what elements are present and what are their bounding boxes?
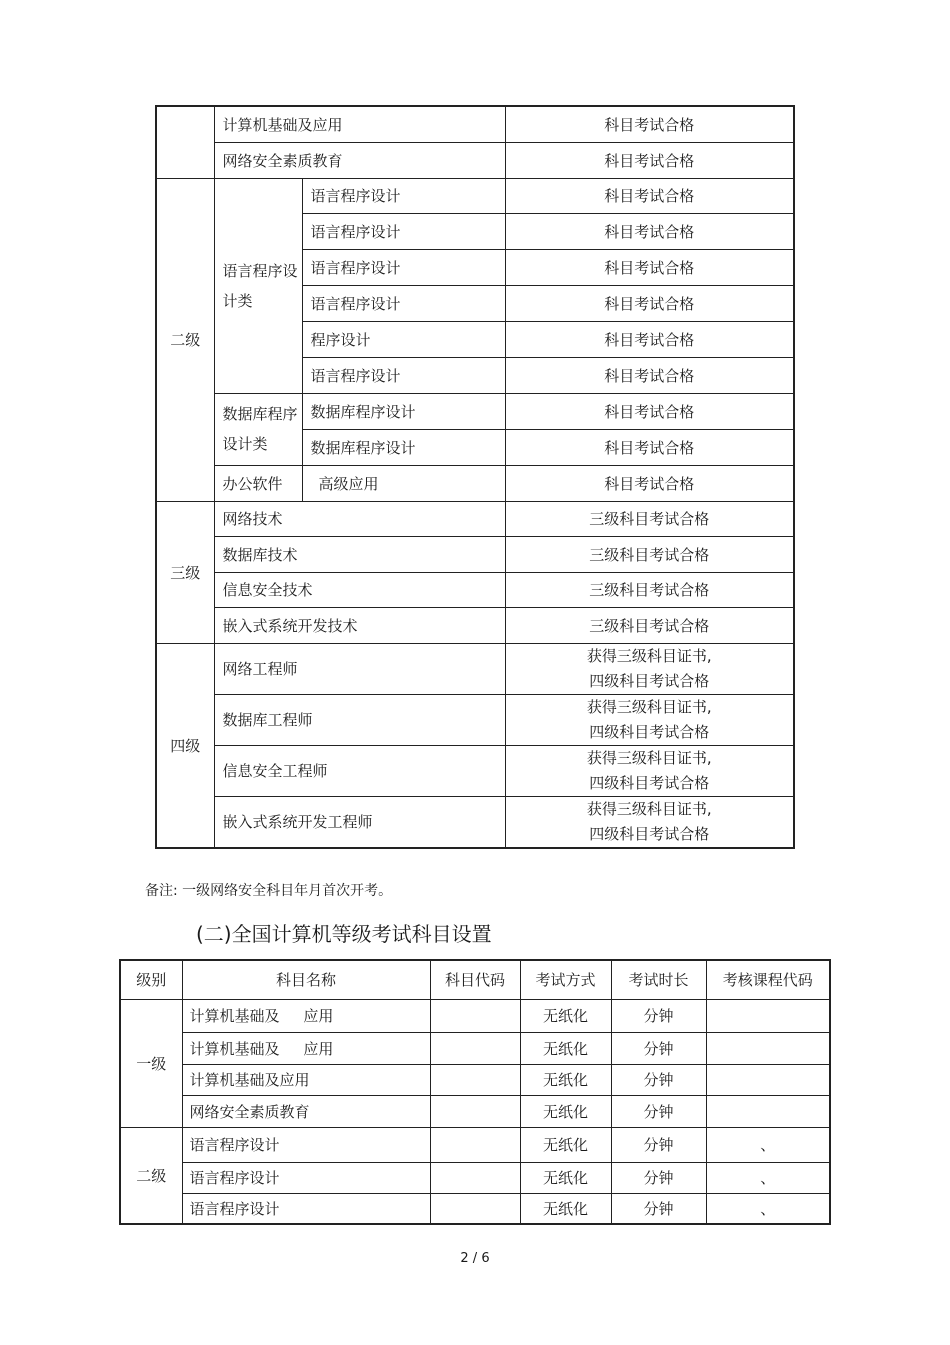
subject-cell: 语言程序设计 — [302, 357, 505, 393]
requirement-line: 获得三级科目证书, — [586, 646, 712, 665]
level-requirements-table — [155, 105, 795, 849]
level-cell: 三级 — [156, 501, 214, 643]
exam-duration-cell: 分钟 — [611, 1032, 706, 1064]
subject-code-cell — [430, 1064, 520, 1095]
requirement-line: 四级科目考试合格 — [589, 824, 710, 843]
category-cell: 办公软件 — [214, 465, 302, 501]
course-code-cell: 、 — [706, 1127, 830, 1162]
requirement-line: 四级科目考试合格 — [589, 671, 710, 690]
exam-duration-cell: 分钟 — [611, 1095, 706, 1127]
requirement-line: 获得三级科目证书, — [586, 697, 712, 716]
exam-duration-cell: 分钟 — [611, 1064, 706, 1095]
subject-name-cell: 计算机基础及 应用 — [182, 999, 430, 1032]
requirement-cell: 科目考试合格 — [505, 285, 794, 321]
subject-code-cell — [430, 1162, 520, 1193]
requirement-cell: 科目考试合格 — [505, 142, 794, 178]
requirement-cell: 三级科目考试合格 — [505, 501, 794, 536]
exam-method-cell: 无纸化 — [520, 1193, 611, 1224]
subject-cell: 数据库技术 — [214, 536, 505, 572]
exam-method-cell: 无纸化 — [520, 1064, 611, 1095]
subject-cell: 数据库程序设计 — [302, 429, 505, 465]
exam-method-cell: 无纸化 — [520, 999, 611, 1032]
requirement-cell: 科目考试合格 — [505, 178, 794, 213]
requirement-cell: 科目考试合格 — [505, 357, 794, 393]
subject-cell: 网络技术 — [214, 501, 505, 536]
exam-subjects-table — [119, 959, 831, 1225]
subject-code-cell — [430, 1193, 520, 1224]
requirement-cell: 科目考试合格 — [505, 429, 794, 465]
requirement-cell — [505, 643, 794, 694]
subject-cell: 数据库工程师 — [214, 694, 505, 745]
subject-cell: 计算机基础及应用 — [214, 106, 505, 142]
requirement-cell — [505, 745, 794, 796]
course-code-cell: 、 — [706, 1162, 830, 1193]
subject-name-cell: 计算机基础及 应用 — [182, 1032, 430, 1064]
requirement-cell: 科目考试合格 — [505, 393, 794, 429]
exam-duration-cell: 分钟 — [611, 999, 706, 1032]
category-cell: 数据库程序设计类 — [214, 393, 302, 465]
subject-name-cell: 语言程序设计 — [182, 1162, 430, 1193]
column-header: 考试时长 — [611, 960, 706, 999]
subject-code-cell — [430, 1095, 520, 1127]
requirement-cell: 科目考试合格 — [505, 213, 794, 249]
subject-cell: 嵌入式系统开发工程师 — [214, 796, 505, 848]
requirement-line: 获得三级科目证书, — [586, 748, 712, 767]
subject-name-cell: 语言程序设计 — [182, 1193, 430, 1224]
level-cell: 四级 — [156, 643, 214, 848]
subject-name-cell: 语言程序设计 — [182, 1127, 430, 1162]
exam-duration-cell: 分钟 — [611, 1127, 706, 1162]
subject-cell: 语言程序设计 — [302, 249, 505, 285]
requirement-cell: 科目考试合格 — [505, 106, 794, 142]
exam-method-cell: 无纸化 — [520, 1127, 611, 1162]
column-header: 级别 — [120, 960, 182, 999]
subject-cell: 网络安全素质教育 — [214, 142, 505, 178]
requirement-cell: 三级科目考试合格 — [505, 572, 794, 607]
requirement-line: 获得三级科目证书, — [586, 799, 712, 818]
subject-cell: 网络工程师 — [214, 643, 505, 694]
level-cell-empty — [156, 106, 214, 178]
exam-method-cell: 无纸化 — [520, 1095, 611, 1127]
subject-code-cell — [430, 999, 520, 1032]
subject-cell: 数据库程序设计 — [302, 393, 505, 429]
exam-duration-cell: 分钟 — [611, 1162, 706, 1193]
exam-duration-cell: 分钟 — [611, 1193, 706, 1224]
subject-cell: 语言程序设计 — [302, 213, 505, 249]
level-cell: 二级 — [120, 1127, 182, 1224]
subject-cell: 信息安全技术 — [214, 572, 505, 607]
requirement-cell: 科目考试合格 — [505, 321, 794, 357]
requirement-cell: 科目考试合格 — [505, 465, 794, 501]
course-code-cell — [706, 1064, 830, 1095]
column-header: 考核课程代码 — [706, 960, 830, 999]
subject-cell: 语言程序设计 — [302, 178, 505, 213]
exam-method-cell: 无纸化 — [520, 1032, 611, 1064]
column-header: 考试方式 — [520, 960, 611, 999]
requirement-line: 四级科目考试合格 — [589, 773, 710, 792]
subject-cell: 语言程序设计 — [302, 285, 505, 321]
subject-cell: 嵌入式系统开发技术 — [214, 607, 505, 643]
section-heading: (二)全国计算机等级考试科目设置 — [196, 922, 492, 946]
subject-code-cell — [430, 1127, 520, 1162]
subject-cell: 高级应用 — [302, 465, 505, 501]
subject-cell: 程序设计 — [302, 321, 505, 357]
requirement-cell: 三级科目考试合格 — [505, 607, 794, 643]
requirement-cell — [505, 796, 794, 848]
requirement-line: 四级科目考试合格 — [589, 722, 710, 741]
subject-name-cell: 计算机基础及应用 — [182, 1064, 430, 1095]
subject-code-cell — [430, 1032, 520, 1064]
requirement-cell — [505, 694, 794, 745]
remark-note: 备注: 一级网络安全科目年月首次开考。 — [145, 883, 393, 899]
course-code-cell — [706, 1095, 830, 1127]
column-header: 科目代码 — [430, 960, 520, 999]
requirement-cell: 三级科目考试合格 — [505, 536, 794, 572]
category-cell: 语言程序设计类 — [214, 178, 302, 393]
course-code-cell — [706, 1032, 830, 1064]
requirement-cell: 科目考试合格 — [505, 249, 794, 285]
subject-cell: 信息安全工程师 — [214, 745, 505, 796]
exam-method-cell: 无纸化 — [520, 1162, 611, 1193]
level-cell: 一级 — [120, 999, 182, 1127]
subject-name-cell: 网络安全素质教育 — [182, 1095, 430, 1127]
level-cell: 二级 — [156, 178, 214, 501]
page-number: 2 / 6 — [460, 1251, 490, 1266]
course-code-cell — [706, 999, 830, 1032]
course-code-cell: 、 — [706, 1193, 830, 1224]
column-header: 科目名称 — [182, 960, 430, 999]
